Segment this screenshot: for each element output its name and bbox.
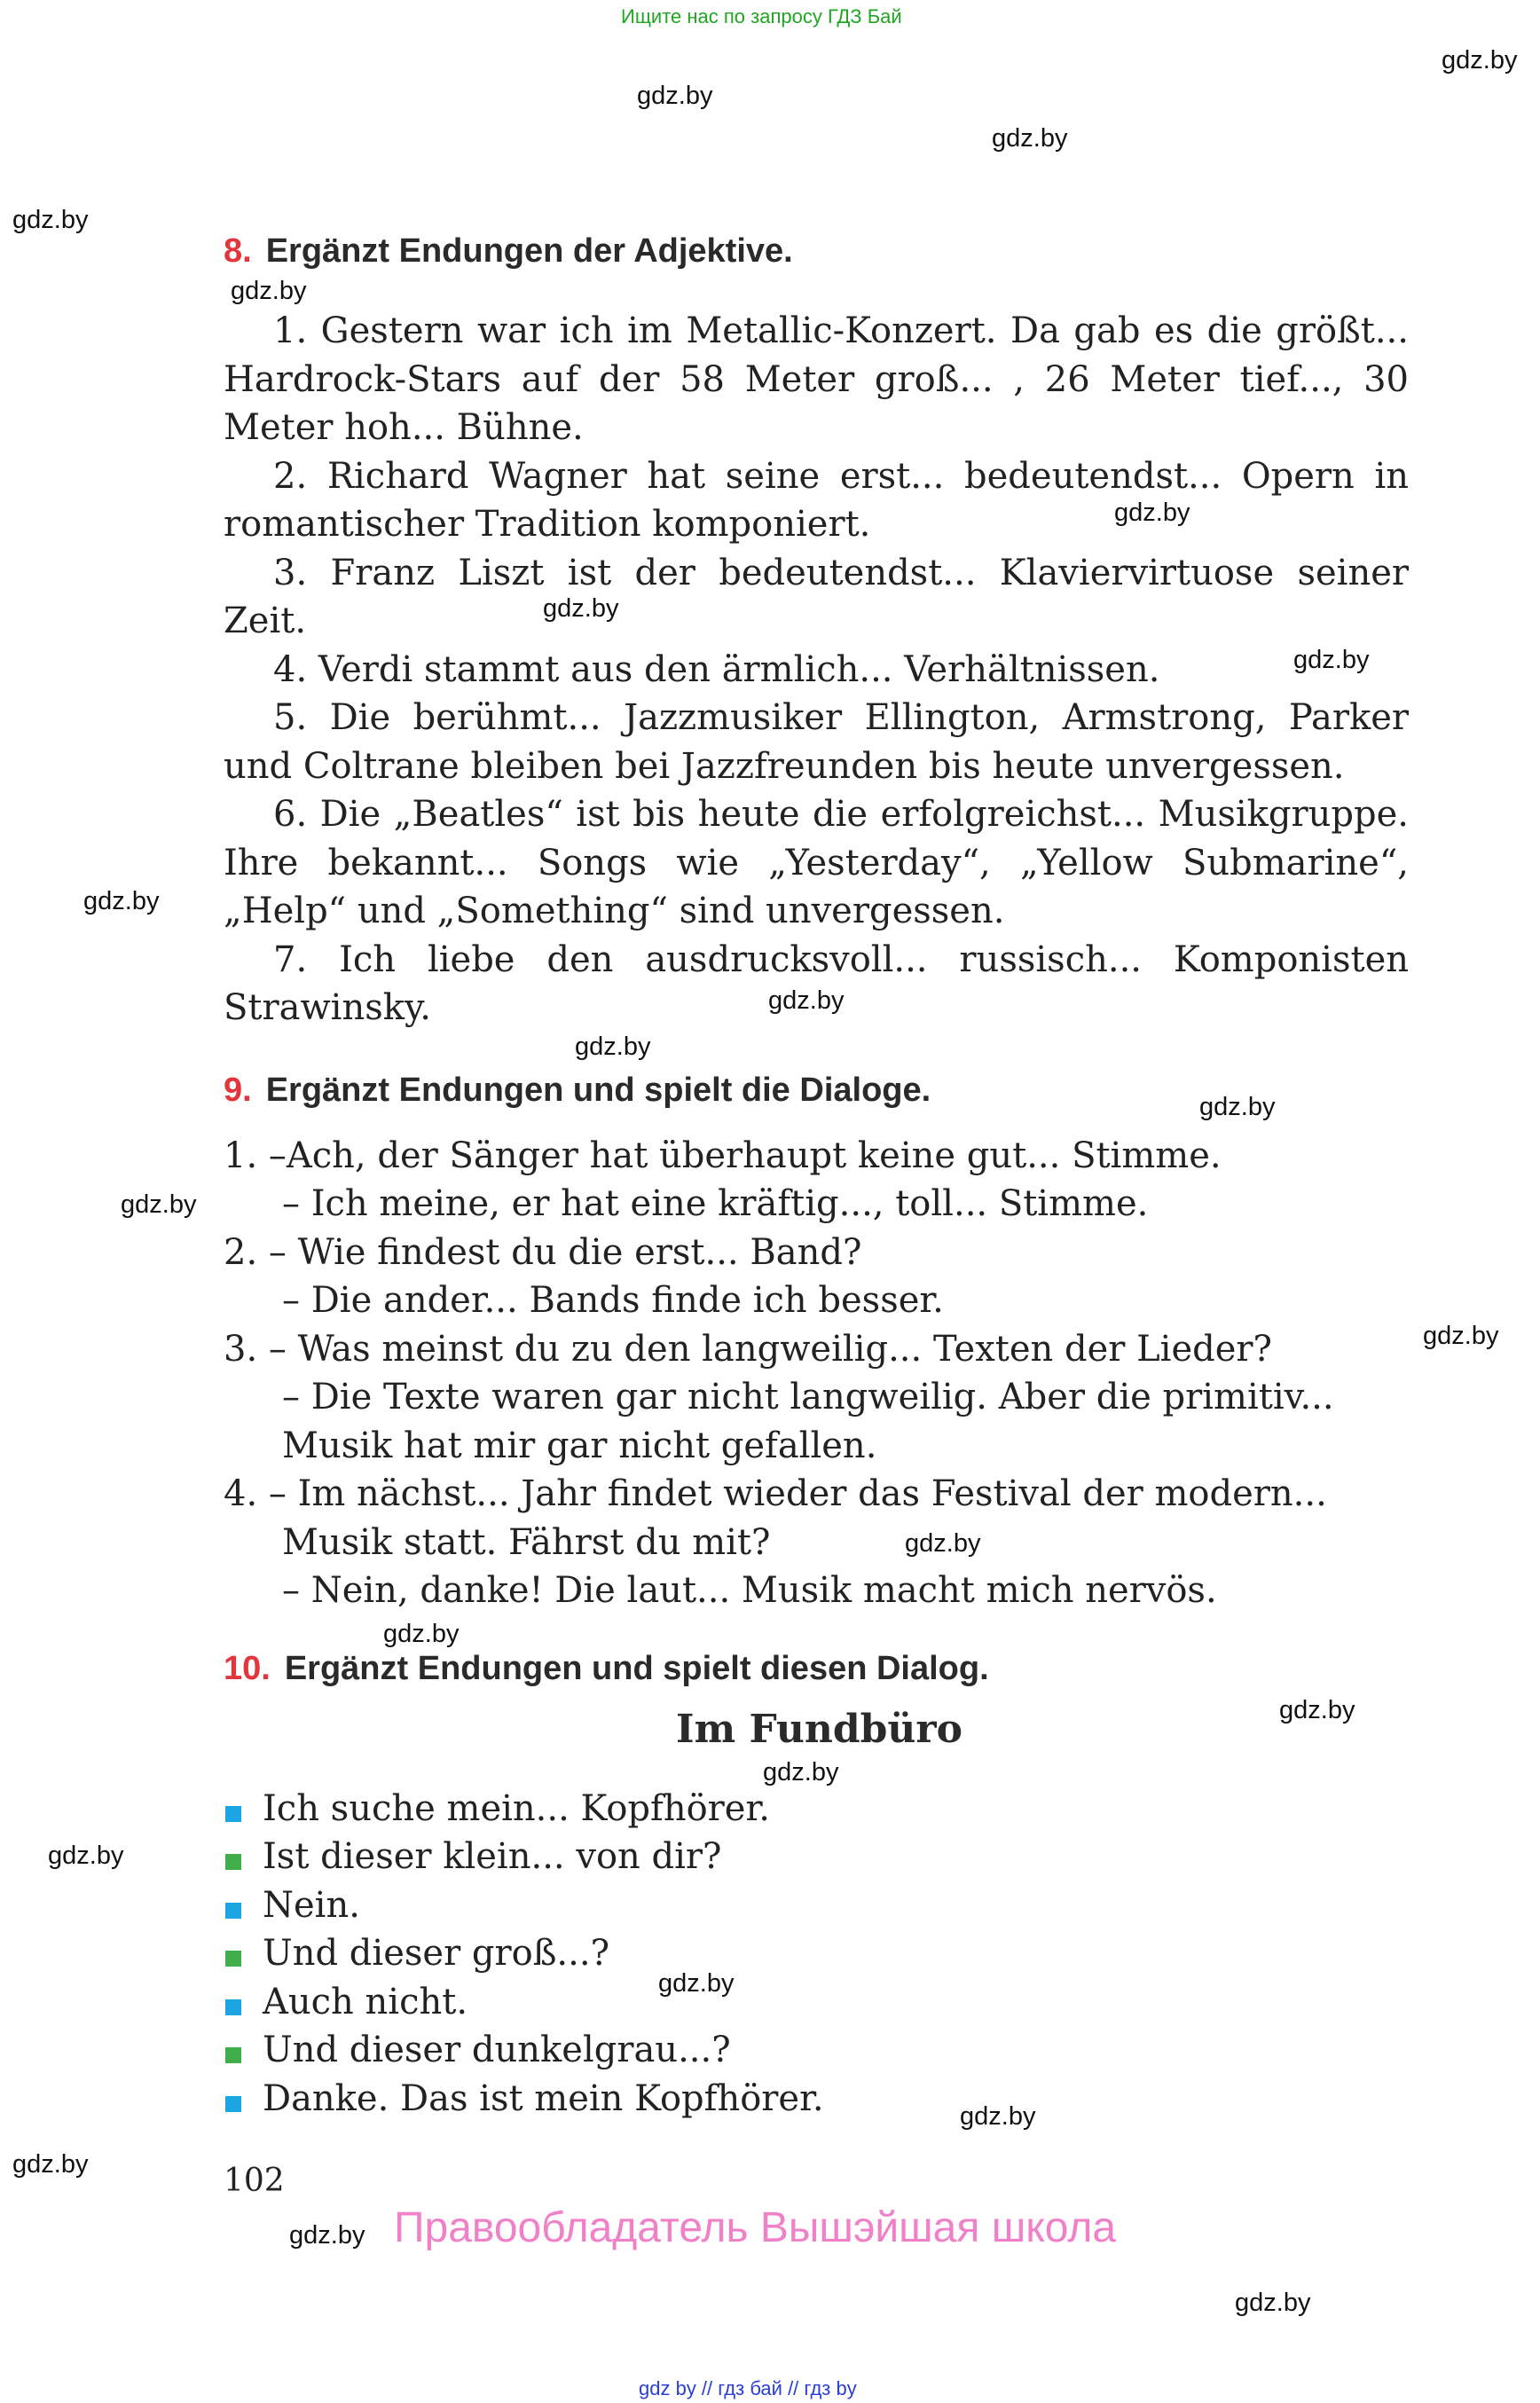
dialog-line: 2. – Wie findest du die erst... Band? (224, 1232, 862, 1273)
page-number: 102 (224, 2163, 285, 2199)
bullet-square-icon (225, 1854, 241, 1870)
bullet-square-icon (225, 1903, 241, 1919)
dialog-line: Musik statt. Fährst du mit? (282, 1522, 771, 1563)
watermark: gdz.by (1423, 1322, 1499, 1350)
exercise-8-body (224, 307, 1409, 1033)
watermark: gdz.by (1279, 1696, 1355, 1724)
exercise-item: 2. Richard Wagner hat seine erst... bedeutendst... Opern in romantischer Tradition komponiert. (224, 455, 1409, 545)
watermark: gdz.by (83, 887, 160, 915)
dialog-line: Ich suche mein... Kopfhörer. (263, 1788, 770, 1829)
bullet-square-icon (225, 2096, 241, 2112)
watermark: gdz.by (1293, 646, 1370, 674)
dialog-line: – Die ander... Bands finde ich besser. (282, 1280, 944, 1321)
dialog-line: 1. –Ach, der Sänger hat überhaupt keine gut... Stimme. (224, 1135, 1222, 1176)
watermark: gdz.by (575, 1033, 651, 1061)
watermark: gdz.by (1199, 1093, 1276, 1121)
watermark: gdz.by (960, 2102, 1036, 2131)
exercise-number: 10. (224, 1650, 271, 1687)
bottom-links[interactable]: gdz by // гдз бай // гдз by (639, 2377, 857, 2399)
exercise-8-heading (224, 232, 793, 271)
exercise-title: Ergänzt Endungen der Adjektive. (265, 232, 793, 270)
dialog-line: – Ich meine, er hat eine kräftig..., toll... Stimme. (282, 1183, 1149, 1224)
header-search-link[interactable]: Ищите нас по запросу ГДЗ Бай (621, 5, 902, 27)
bullet-square-icon (225, 1999, 241, 2015)
watermark: gdz.by (543, 594, 619, 623)
watermark: gdz.by (637, 82, 713, 110)
dialog-line: Ist dieser klein... von dir? (263, 1836, 722, 1877)
dialog-line: Auch nicht. (263, 1982, 468, 2022)
dialog-line: Nein. (263, 1885, 360, 1926)
watermark: gdz.by (12, 206, 89, 234)
dialog-line: – Nein, danke! Die laut... Musik macht mich nervös. (282, 1570, 1217, 1611)
dialog-line: – Die Texte waren gar nicht langweilig. Aber die primitiv... (282, 1377, 1334, 1417)
watermark: gdz.by (1114, 499, 1190, 527)
exercise-item: 6. Die „Beatles“ ist bis heute die erfolgreichst... Musikgruppe. Ihre bekannt... Songs wie „Yesterday“, „Yellow Submarine“, „Help“ und „Something“ sind unvergessen. (224, 794, 1409, 931)
exercise-number: 8. (224, 232, 252, 270)
dialog-line: Musik hat mir gar nicht gefallen. (282, 1425, 877, 1466)
exercise-number: 9. (224, 1072, 252, 1109)
dialog-line: 3. – Was meinst du zu den langweilig... Texten der Lieder? (224, 1329, 1272, 1370)
exercise-item: 3. Franz Liszt ist der bedeutendst... Klaviervirtuose seiner Zeit. (224, 552, 1409, 641)
exercise-item: 7. Ich liebe den ausdrucksvoll... russisch... Komponisten Strawinsky. (224, 938, 1409, 1028)
bullet-square-icon (225, 2047, 241, 2063)
watermark: gdz.by (1442, 46, 1518, 75)
watermark: gdz.by (121, 1190, 197, 1219)
watermark: gdz.by (1235, 2289, 1311, 2317)
exercise-10-heading (224, 1650, 989, 1688)
exercise-title: Ergänzt Endungen und spielt diesen Dialog. (284, 1650, 989, 1687)
watermark: gdz.by (768, 986, 845, 1015)
exercise-title: Ergänzt Endungen und spielt die Dialoge. (265, 1072, 931, 1109)
dialog-line: Danke. Das ist mein Kopfhörer. (263, 2078, 824, 2119)
watermark: gdz.by (658, 1969, 735, 1998)
bullet-square-icon (225, 1806, 241, 1822)
dialog-title: Im Fundbüro (676, 1707, 962, 1752)
watermark: gdz.by (48, 1842, 124, 1870)
exercise-item: 4. Verdi stammt aus den ärmlich... Verhältnissen. (273, 648, 1160, 690)
watermark: gdz.by (231, 277, 307, 305)
copyright-owner: Правообладатель Вышэйшая школа (394, 2204, 1117, 2251)
dialog-line: 4. – Im nächst... Jahr findet wieder das Festival der modern... (224, 1473, 1327, 1514)
bullet-square-icon (225, 1951, 241, 1967)
watermark: gdz.by (383, 1620, 460, 1648)
exercise-item: 1. Gestern war ich im Metallic-Konzert. Da gab es die größt... Hardrock-Stars auf der 58 Meter groß... , 26 Meter tief..., 30 Meter hoh... Bühne. (224, 310, 1409, 448)
watermark: gdz.by (905, 1529, 981, 1558)
watermark: gdz.by (763, 1758, 839, 1787)
exercise-9-heading (224, 1072, 931, 1110)
dialog-line: Und dieser dunkelgrau...? (263, 2030, 731, 2070)
watermark: gdz.by (992, 124, 1068, 153)
watermark: gdz.by (12, 2150, 89, 2179)
watermark: gdz.by (289, 2221, 365, 2250)
exercise-item: 5. Die berühmt... Jazzmusiker Ellington, Armstrong, Parker und Coltrane bleiben bei Jazzfreunden bis heute unvergessen. (224, 697, 1409, 787)
dialog-line: Und dieser groß...? (263, 1933, 610, 1974)
